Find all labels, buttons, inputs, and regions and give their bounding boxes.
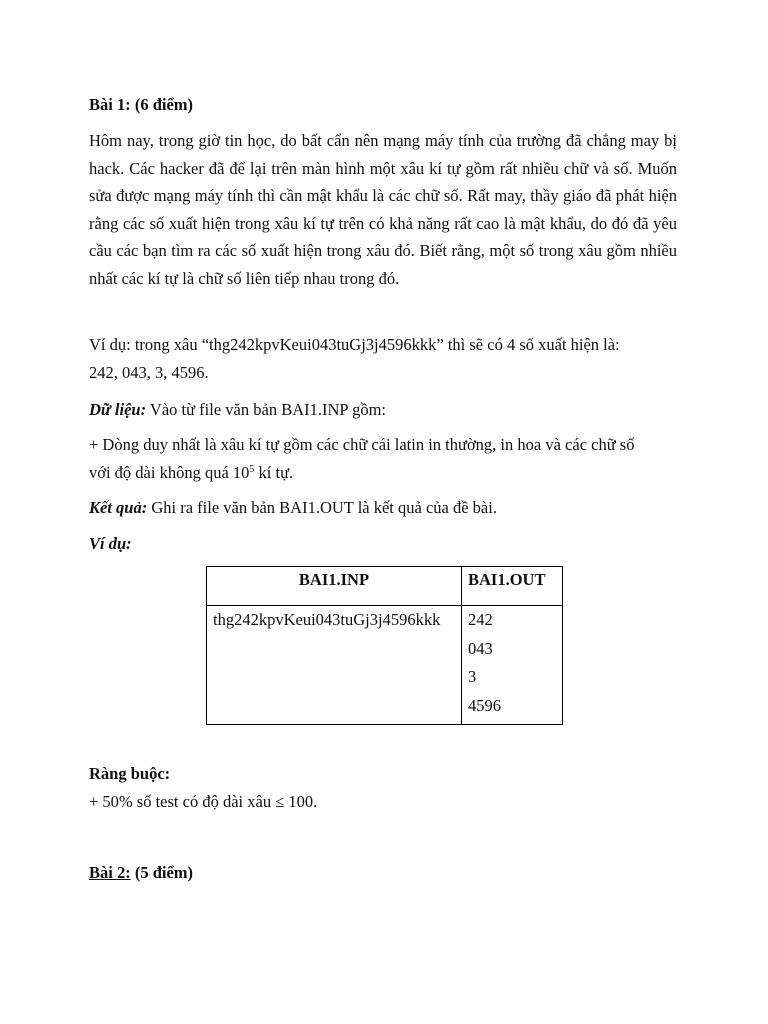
sample-table [206,566,563,725]
input-detail [89,431,677,486]
input-detail-post: kí tự. [254,462,294,482]
table-row [207,606,563,725]
example-line-1: Ví dụ: trong xâu “thg242kpvKeui043tuGj3j4596kkk” thì sẽ có 4 số xuất hiện là: [89,335,620,354]
sample-input-cell: thg242kpvKeui043tuGj3j4596kkk [207,606,462,725]
output-line: 043 [468,638,493,658]
problem-2-label: Bài 2: [89,863,131,882]
output-line: 3 [468,667,477,686]
col-header-inp: BAI1.INP [207,567,462,606]
example-line-2: 242, 043, 3, 4596. [89,362,209,382]
sample-label: Ví dụ: [89,534,132,553]
exponent: 5 [249,463,255,475]
input-detail-line-2 [89,459,677,487]
output-line: 4596 [468,695,501,715]
input-detail-line-1: + Dòng duy nhất là xâu kí tự gồm các chữ cái latin in thường, in hoa và các chữ số [89,435,635,454]
output-text: Ghi ra file văn bản BAI1.OUT là kết quả của đề bài. [147,498,497,517]
sample-output-cell [462,606,563,725]
constraints-heading: Ràng buộc: [89,764,171,783]
constraint-1: + 50% số test có độ dài xâu ≤ 100. [89,792,318,811]
table-header-row [207,567,563,606]
example-description [89,331,677,386]
col-header-out: BAI1.OUT [462,567,563,606]
input-spec [89,396,677,424]
output-line: 242 [468,610,493,629]
input-detail-pre: với độ dài không quá 10 [89,462,250,482]
problem-1-heading [89,91,677,119]
problem-2-heading [89,859,677,887]
problem-1-points: (6 điểm) [134,95,194,114]
problem-1-label: Bài 1: [89,95,131,114]
output-spec [89,494,677,522]
problem-1-statement: Hôm nay, trong giờ tin học, do bất cẩn nên mạng máy tính của trường đã chẳng may bị hack. Các hacker đã để lại trên màn hình một xâu kí tự gồm rất nhiều chữ và số. Muốn sửa được mạng máy tính thì cần mật khẩu là các chữ số. Rất may, thầy giáo đã phát hiện rằng các số xuất hiện trong xâu kí tự trên có khả năng rất cao là mật khẩu, do đó đã yêu cầu các bạn tìm ra các số xuất hiện trong xâu đó. Biết rằng, một số trong xâu gồm nhiều nhất các kí tự là chữ số liên tiếp nhau trong đó. [89,131,677,288]
output-label: Kết quả: [89,498,148,517]
input-label: Dữ liệu: [89,400,147,419]
input-text: Vào từ file văn bản BAI1.INP gồm: [146,400,387,419]
problem-2-points: (5 điểm) [130,863,194,882]
